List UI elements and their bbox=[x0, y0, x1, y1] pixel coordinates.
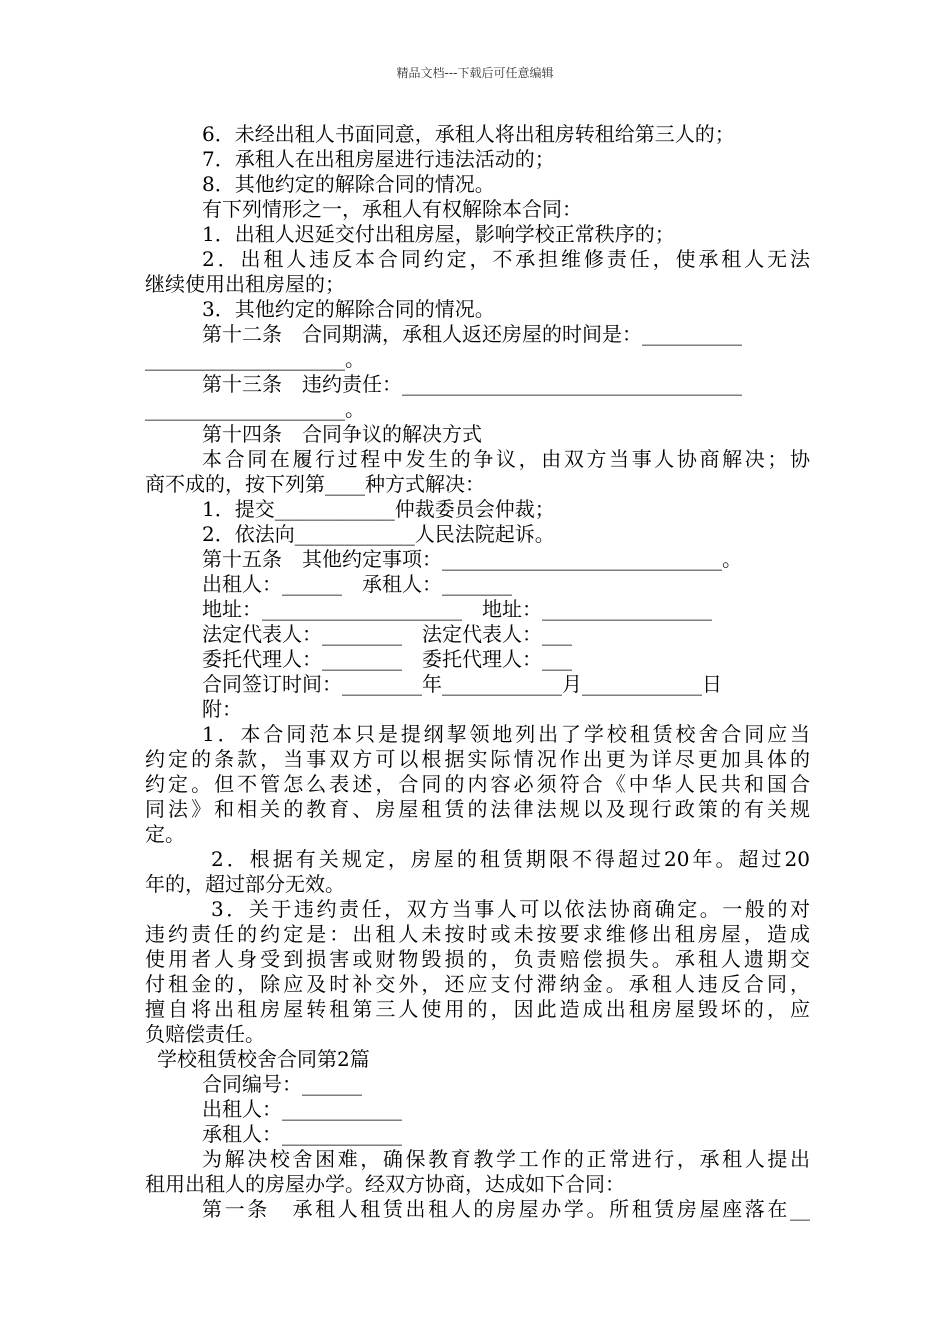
text-line: 合同编号：______ bbox=[202, 1072, 362, 1096]
text-line: 附： bbox=[202, 697, 242, 721]
section-heading: 学校租赁校舍合同第2篇 bbox=[157, 1047, 370, 1071]
text-line: 租用出租人的房屋办学。经双方协商，达成如下合同： bbox=[145, 1172, 625, 1196]
text-line: 本合同在履行过程中发生的争议，由双方当事人协商解决；协 bbox=[202, 447, 810, 471]
text-line: 年的，超过部分无效。 bbox=[145, 872, 345, 896]
text-line: 承租人：____________ bbox=[202, 1122, 402, 1146]
text-line: 委托代理人：________ 委托代理人：___ bbox=[202, 647, 572, 671]
text-line: 违约责任的约定是：出租人未按时或未按要求维修出租房屋，造成 bbox=[145, 922, 810, 946]
text-line: 第十四条 合同争议的解决方式 bbox=[202, 422, 482, 446]
text-line: 1．本合同范本只是提纲挈领地列出了学校租赁校舍合同应当 bbox=[202, 722, 810, 746]
text-line: 商不成的，按下列第____种方式解决： bbox=[145, 472, 485, 496]
text-line: ____________________。 bbox=[145, 347, 365, 371]
text-line: 地址：____________________ 地址：_________________ bbox=[202, 597, 712, 621]
text-line: 为解决校舍困难，确保教育教学工作的正常进行，承租人提出 bbox=[202, 1147, 810, 1171]
text-line: 1．出租人迟延交付出租房屋，影响学校正常秩序的； bbox=[202, 222, 675, 246]
text-line: 负赔偿责任。 bbox=[145, 1022, 265, 1046]
text-line: 第十二条 合同期满，承租人返还房屋的时间是：__________ bbox=[202, 322, 742, 346]
text-line: 6．未经出租人书面同意，承租人将出租房转租给第三人的； bbox=[202, 122, 735, 146]
text-line: 3．关于违约责任，双方当事人可以依法协商确定。一般的对 bbox=[211, 897, 810, 921]
text-line: 1．提交____________仲裁委员会仲裁； bbox=[202, 497, 555, 521]
text-line: 出租人：______ 承租人：_______ bbox=[202, 572, 512, 596]
text-line: 8．其他约定的解除合同的情况。 bbox=[202, 172, 495, 196]
text-line: 有下列情形之一，承租人有权解除本合同： bbox=[202, 197, 582, 221]
text-line: 擅自将出租房屋转租第三人使用的，因此造成出租房屋毁坏的，应 bbox=[145, 997, 810, 1021]
text-line: 继续使用出租房屋的； bbox=[145, 272, 345, 296]
text-line: 2．出租人违反本合同约定，不承担维修责任，使承租人无法 bbox=[202, 247, 810, 271]
text-line: 2．根据有关规定，房屋的租赁期限不得超过20年。超过20 bbox=[211, 847, 810, 871]
text-line: 使用者人身受到损害或财物毁损的，负责赔偿损失。承租人遗期交 bbox=[145, 947, 810, 971]
page-header: 精品文档---下载后可任意编辑 bbox=[396, 66, 554, 80]
text-line: 付租金的，除应及时补交外，还应支付滞纳金。承租人违反合同， bbox=[145, 972, 810, 996]
text-line: 同法》和相关的教育、房屋租赁的法律法规以及现行政策的有关规 bbox=[145, 797, 810, 821]
text-line: 约定。但不管怎么表述，合同的内容必须符合《中华人民共和国合 bbox=[145, 772, 810, 796]
text-line: 出租人：____________ bbox=[202, 1097, 402, 1121]
text-line: 3．其他约定的解除合同的情况。 bbox=[202, 297, 495, 321]
text-line: ____________________。 bbox=[145, 397, 365, 421]
text-line: 合同签订时间：________年____________月____________日 bbox=[202, 672, 722, 696]
text-line: 7．承租人在出租房屋进行违法活动的； bbox=[202, 147, 555, 171]
text-line: 第十三条 违约责任：__________________________________ bbox=[202, 372, 742, 396]
text-line: 法定代表人：________ 法定代表人：___ bbox=[202, 622, 572, 646]
text-line: 2．依法向____________人民法院起诉。 bbox=[202, 522, 555, 546]
text-line: 约定的条款，当事双方可以根据实际情况作出更为详尽更加具体的 bbox=[145, 747, 810, 771]
document-body bbox=[145, 122, 810, 1222]
text-line: 第一条 承租人租赁出租人的房屋办学。所租赁房屋座落在__ bbox=[202, 1197, 810, 1221]
text-line: 定。 bbox=[145, 822, 185, 846]
text-line: 第十五条 其他约定事项：____________________________。 bbox=[202, 547, 742, 571]
